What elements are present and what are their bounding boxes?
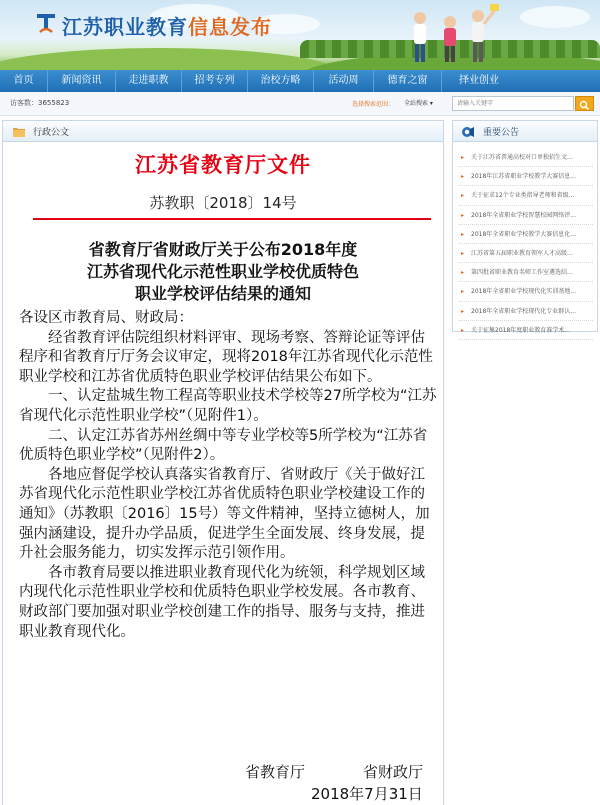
notice-item[interactable] <box>459 244 593 263</box>
search-scope-select[interactable]: 全站搜索 ▾ <box>404 100 433 107</box>
paragraph: 二、认定江苏省苏州丝绸中等专业学校等5所学校为“江苏省优质特色职业学校”（见附件2）。 <box>19 427 428 464</box>
notice-item[interactable] <box>459 282 593 301</box>
paragraph: 一、认定盐城生物工程高等职业技术学校等27所学校为“江苏省现代化示范性职业学校”（见附件1）。 <box>19 388 437 424</box>
notice-item[interactable] <box>459 186 593 205</box>
notice-item[interactable] <box>459 148 593 167</box>
paragraph: 经省教育评估院组织材料评审、现场考察、答辩论证等评估程序和省教育厅厅务会议审定，现将2018年江苏省现代化示范性职业学校和江苏省优质特色职业学校评估结果公布如下。 <box>19 329 433 385</box>
notice-link[interactable]: 2018年全省职业学校现代化实训基地... <box>471 288 576 296</box>
children-illustration <box>400 4 500 66</box>
notice-link[interactable]: 2018年全省职业学校智慧校园网络评... <box>471 211 576 219</box>
document-title-line: 职业学校评估结果的通知 <box>134 284 311 303</box>
site-title-sub: 信息发布 <box>188 15 272 39</box>
document-panel-header <box>3 121 443 142</box>
notice-link[interactable]: 第四批省职业教育名师工作室遴选结... <box>471 269 573 277</box>
nav-item-admissions[interactable]: 招考专列 <box>182 70 248 92</box>
main-nav <box>0 70 600 92</box>
notices-panel-title: 重要公告 <box>483 128 520 138</box>
bullet-arrow-icon: ▸ <box>461 211 465 219</box>
nav-item-activity-week[interactable]: 活动周 <box>314 70 374 92</box>
notice-link[interactable]: 关于征集2018年度职业教育准学术... <box>471 326 570 334</box>
bullet-arrow-icon: ▸ <box>461 249 465 257</box>
folder-icon <box>13 126 25 137</box>
notice-list <box>453 142 597 340</box>
notice-link[interactable]: 2018年全省职业学校现代化专业群认... <box>471 307 576 315</box>
notice-link[interactable]: 2018年江苏省职业学校教学大赛信息... <box>471 173 576 181</box>
nav-item-careers[interactable]: 择业创业 <box>459 75 499 86</box>
red-divider <box>33 218 431 220</box>
paragraph: 各市教育局要以推进职业教育现代化为统领，科学规划区域内现代化示范性职业学校和优质特色职业学校发展。各市教育、财政部门要加强对职业学校创建工作的指导、服务与支持，推进职业教育现代化。 <box>19 564 425 640</box>
notice-item[interactable] <box>459 225 593 244</box>
megaphone-icon <box>461 126 475 138</box>
document-header: 江苏省教育厅文件 <box>135 152 311 177</box>
notice-item[interactable] <box>459 206 593 225</box>
notices-panel <box>452 120 598 332</box>
notice-item[interactable] <box>459 321 593 340</box>
bullet-arrow-icon: ▸ <box>461 192 465 200</box>
site-title-main: 江苏职业教育 <box>62 15 188 39</box>
bullet-arrow-icon: ▸ <box>461 173 465 181</box>
nav-item-home[interactable]: 首页 <box>0 70 48 92</box>
notice-item[interactable] <box>459 167 593 186</box>
notice-item[interactable] <box>459 263 593 282</box>
notice-link[interactable]: 2018年全省职业学校教学大赛信息化... <box>471 230 576 238</box>
nav-item-governance[interactable]: 治校方略 <box>248 70 314 92</box>
notices-panel-header <box>453 121 597 142</box>
site-title[interactable] <box>62 11 272 40</box>
nav-item-about[interactable]: 走进职教 <box>116 70 182 92</box>
notice-link[interactable]: 江苏省第五届职业教育领军人才高级... <box>471 249 573 257</box>
search-icon <box>576 99 593 112</box>
hill-decoration <box>0 48 340 70</box>
document-number: 苏教职〔2018〕14号 <box>149 194 297 212</box>
bullet-arrow-icon: ▸ <box>461 269 465 277</box>
bullet-arrow-icon: ▸ <box>461 326 465 334</box>
visitor-count: 访客数：3655823 <box>10 99 70 107</box>
bullet-arrow-icon: ▸ <box>461 230 465 238</box>
notice-item[interactable] <box>459 302 593 321</box>
document-panel-title: 行政公文 <box>33 128 70 138</box>
logo-icon[interactable] <box>36 13 56 35</box>
nav-item-news[interactable]: 新闻资讯 <box>48 70 116 92</box>
document-title-line: 江苏省现代化示范性职业学校优质特色 <box>86 262 359 281</box>
document-panel <box>2 120 444 805</box>
search-button[interactable] <box>575 96 594 111</box>
bullet-arrow-icon: ▸ <box>461 154 465 161</box>
bullet-arrow-icon: ▸ <box>461 288 465 296</box>
notice-link[interactable]: 关于征求12个专业类指导老师和省级... <box>471 192 575 200</box>
bullet-arrow-icon: ▸ <box>461 307 465 315</box>
search-scope-label: 选择搜索范围： <box>352 101 395 108</box>
cloud-decoration <box>520 6 590 28</box>
signer-education-dept: 省教育厅 <box>245 763 306 781</box>
site-banner <box>0 0 600 70</box>
salutation: 各设区市教育局、财政局： <box>19 310 193 326</box>
signer-finance-dept: 省财政厅 <box>363 763 424 781</box>
document-body <box>19 309 439 642</box>
nav-item-moral-education[interactable]: 德育之窗 <box>374 70 442 92</box>
search-bar <box>0 92 600 116</box>
paragraph: 各地应督促学校认真落实省教育厅、省财政厅《关于做好江苏省现代化示范性职业学校江苏省优质特色职业学校建设工作的通知》（苏教职〔2016〕15号）等文件精神，坚持立德树人，加强内涵建设，提升办学品质，促进学生全面发展、终身发展，提升社会服务能力，切实发挥示范引领作用。 <box>19 466 430 562</box>
search-input[interactable] <box>452 96 574 111</box>
document-date: 2018年7月31日 <box>311 785 423 803</box>
document-title-line: 省教育厅省财政厅关于公布2018年度 <box>88 240 358 259</box>
notice-link[interactable]: 关于江苏省普通高校对口单独招生文... <box>471 154 573 161</box>
